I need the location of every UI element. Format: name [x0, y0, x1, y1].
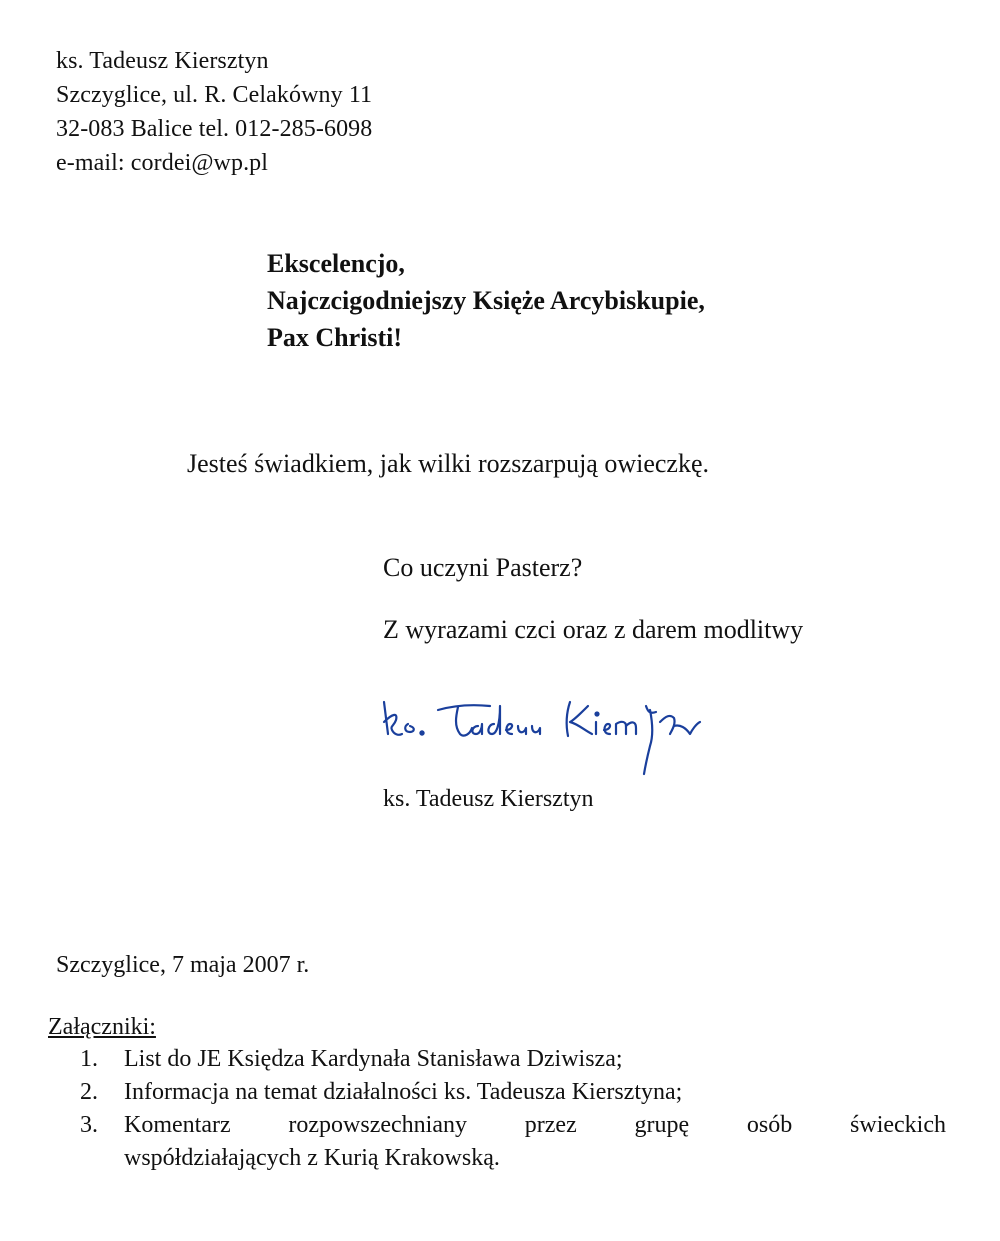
salutation-line-1: Ekscelencjo, — [267, 249, 405, 278]
attachment-text: Informacja na temat działalności ks. Tadeusza Kiersztyna; — [124, 1079, 683, 1105]
attachment-number: 1. — [80, 1046, 98, 1072]
salutation-block — [267, 245, 705, 356]
attachment-number: 2. — [80, 1079, 98, 1105]
attachment-text-line-1: Komentarz rozpowszechniany przez grupę osób świeckich — [124, 1112, 946, 1138]
sender-postal-phone: 32-083 Balice tel. 012-285-6098 — [56, 116, 373, 142]
signer-printed-name: ks. Tadeusz Kiersztyn — [383, 786, 594, 812]
attachment-text — [124, 1109, 946, 1175]
attachment-text-line-2: współdziałających z Kurią Krakowską. — [124, 1145, 500, 1171]
attachments-heading: Załączniki: — [48, 1014, 156, 1040]
attachment-item — [80, 1076, 946, 1109]
place-and-date: Szczyglice, 7 maja 2007 r. — [56, 952, 310, 978]
sender-name: ks. Tadeusz Kiersztyn — [56, 48, 269, 74]
attachment-item — [80, 1043, 946, 1076]
sender-email: e-mail: cordei@wp.pl — [56, 150, 269, 176]
salutation-line-2: Najczcigodniejszy Księże Arcybiskupie, — [267, 286, 705, 315]
handwritten-signature — [370, 690, 730, 785]
attachment-item — [80, 1109, 946, 1175]
attachments-list — [80, 1043, 946, 1175]
attachment-number: 3. — [80, 1112, 98, 1138]
question-line: Co uczyni Pasterz? — [383, 553, 583, 582]
main-sentence: Jesteś świadkiem, jak wilki rozszarpują owieczkę. — [187, 449, 709, 478]
sender-block — [56, 44, 372, 180]
closing-line: Z wyrazami czci oraz z darem modlitwy — [383, 615, 804, 644]
sender-address: Szczyglice, ul. R. Celakówny 11 — [56, 82, 373, 108]
attachment-text: List do JE Księdza Kardynała Stanisława Dziwisza; — [124, 1046, 623, 1072]
salutation-line-3: Pax Christi! — [267, 323, 403, 352]
